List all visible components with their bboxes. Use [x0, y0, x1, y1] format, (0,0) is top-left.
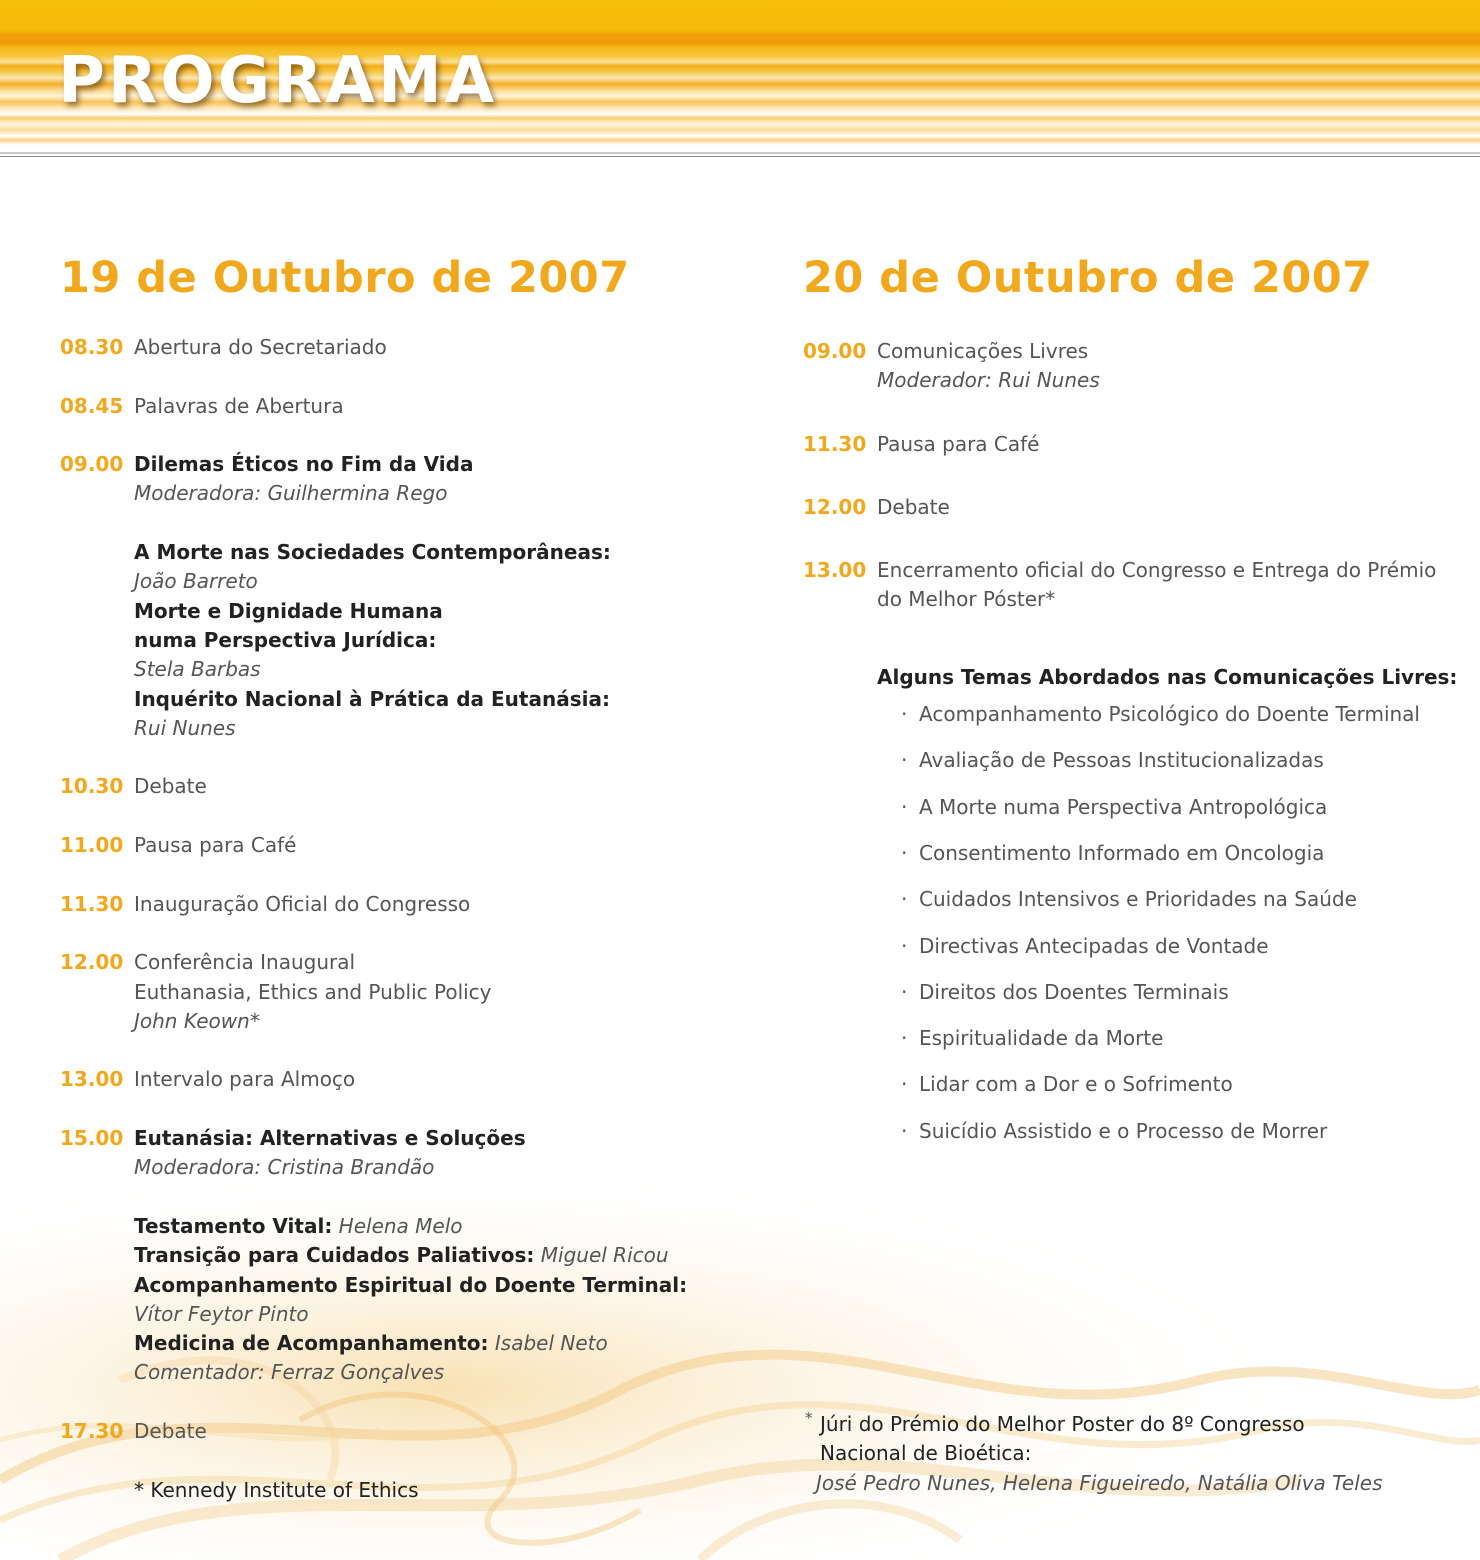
talk-title: Inquérito Nacional à Prática da Eutanásia:: [134, 686, 610, 711]
time-label: 13.00: [60, 1067, 124, 1092]
topic-item: [877, 1117, 1443, 1163]
day1-title: 19 de Outubro de 2007: [60, 253, 630, 303]
entry-speaker: John Keown*: [134, 1008, 260, 1033]
time-label: 08.30: [60, 335, 124, 359]
talk-speaker: Isabel Neto: [494, 1331, 608, 1356]
bullet-icon: ·: [901, 1026, 908, 1051]
talk-title: numa Perspectiva Jurídica:: [134, 627, 437, 652]
time-label: 11.00: [60, 833, 124, 858]
talk-title: Acompanhamento Espiritual do Doente Terminal:: [134, 1272, 688, 1297]
talk-title: Testamento Vital:: [134, 1213, 333, 1238]
time-label: 17.30: [60, 1418, 124, 1443]
schedule-entry-0900: [803, 337, 1443, 396]
session-moderator: Moderadora: Guilhermina Rego: [134, 481, 448, 506]
session-title: Eutanásia: Alternativas e Soluções: [134, 1126, 526, 1151]
entry-text-cont: do Melhor Póster*: [877, 587, 1056, 612]
talk-line: [134, 1329, 700, 1358]
page-title: PROGRAMA: [58, 44, 498, 118]
time-label: 11.30: [60, 891, 124, 916]
day1-schedule: [60, 333, 700, 1505]
entry-text: Pausa para Café: [134, 833, 297, 858]
bullet-icon: ·: [901, 840, 908, 865]
footnote-star: *: [805, 1409, 813, 1427]
topic-text: Directivas Antecipadas de Vontade: [919, 933, 1269, 958]
footnote-text: * Kennedy Institute of Ethics: [134, 1477, 419, 1502]
entry-text: Intervalo para Almoço: [134, 1067, 356, 1092]
topic-text: Lidar com a Dor e o Sofrimento: [919, 1072, 1233, 1097]
talk-speaker: Vítor Feytor Pinto: [134, 1301, 309, 1326]
schedule-entry-1500: [60, 1124, 700, 1388]
talk-title: Transição para Cuidados Paliativos:: [134, 1243, 535, 1268]
bullet-icon: ·: [901, 794, 908, 819]
topic-text: Espiritualidade da Morte: [919, 1026, 1164, 1051]
spacer: [134, 509, 700, 538]
footnote-line: Júri do Prémio do Melhor Poster do 8º Congresso: [820, 1412, 1305, 1436]
talk-title: Morte e Dignidade Humana: [134, 598, 443, 623]
schedule-entry-0900: [60, 450, 700, 743]
entry-text: Inauguração Oficial do Congresso: [134, 891, 471, 916]
day1-footnote: [60, 1476, 700, 1505]
bullet-icon: ·: [901, 702, 908, 727]
topic-item: [877, 1024, 1443, 1070]
schedule-entry-1100: [60, 831, 700, 860]
talk-speaker: Miguel Ricou: [540, 1243, 669, 1268]
bullet-icon: ·: [901, 979, 908, 1004]
topic-item: [877, 700, 1443, 746]
entry-text: Pausa para Café: [877, 431, 1040, 456]
schedule-entry-1130: [60, 890, 700, 919]
entry-text: Comunicações Livres: [877, 339, 1089, 363]
time-label: 13.00: [803, 558, 867, 583]
bullet-icon: ·: [901, 887, 908, 912]
footnote-line: Nacional de Bioética:: [820, 1441, 1032, 1466]
topic-text: Suicídio Assistido e o Processo de Morrer: [919, 1118, 1328, 1143]
schedule-entry-1030: [60, 772, 700, 801]
topic-item: [877, 1070, 1443, 1116]
session-moderator: Moderadora: Cristina Brandão: [134, 1155, 435, 1180]
topics-list: [877, 700, 1443, 1163]
topics-heading: [803, 663, 1458, 692]
talk-speaker: Helena Melo: [338, 1213, 463, 1238]
talk-line: [134, 1212, 700, 1241]
entry-text: Encerramento oficial do Congresso e Entrega do Prémio: [877, 558, 1437, 583]
bullet-icon: ·: [901, 1072, 908, 1097]
time-label: 10.30: [60, 774, 124, 799]
schedule-entry-1130: [803, 430, 1443, 459]
header-divider: [0, 152, 1480, 154]
bullet-icon: ·: [901, 933, 908, 958]
topic-text: A Morte numa Perspectiva Antropológica: [919, 794, 1328, 819]
schedule-entry-1300: [803, 556, 1443, 615]
day2-title: 20 de Outubro de 2007: [803, 253, 1373, 303]
topic-text: Cuidados Intensivos e Prioridades na Saúde: [919, 887, 1357, 912]
time-label: 09.00: [803, 339, 867, 363]
topic-text: Acompanhamento Psicológico do Doente Terminal: [919, 702, 1420, 727]
entry-text: Debate: [134, 1418, 207, 1443]
talk-speaker: Stela Barbas: [134, 657, 261, 682]
topics-list-wrapper: [803, 700, 1443, 1163]
topic-item: [877, 839, 1443, 885]
bullet-icon: ·: [901, 1118, 908, 1143]
topic-text: Direitos dos Doentes Terminais: [919, 979, 1229, 1004]
entry-text: Debate: [134, 774, 207, 799]
schedule-entry-0830: [60, 333, 700, 362]
time-label: 12.00: [803, 494, 867, 519]
entry-subtitle: Euthanasia, Ethics and Public Policy: [134, 979, 492, 1004]
topic-item: [877, 978, 1443, 1024]
bullet-icon: ·: [901, 748, 908, 773]
schedule-entry-1200: [803, 493, 1443, 522]
session-title: Dilemas Éticos no Fim da Vida: [134, 452, 474, 477]
entry-text: Conferência Inaugural: [134, 950, 356, 975]
schedule-entry-1730: [60, 1417, 700, 1446]
talk-title: Medicina de Acompanhamento:: [134, 1331, 489, 1356]
spacer: [134, 1183, 700, 1212]
entry-text: Abertura do Secretariado: [134, 335, 387, 359]
topic-text: Avaliação de Pessoas Institucionalizadas: [919, 748, 1324, 773]
footnote-names: José Pedro Nunes, Helena Figueiredo, Natália Oliva Teles: [816, 1470, 1383, 1495]
header-divider-thin: [0, 156, 1480, 157]
time-label: 15.00: [60, 1126, 124, 1151]
talk-title: A Morte nas Sociedades Contemporâneas:: [134, 540, 611, 565]
schedule-entry-0845: [60, 392, 700, 421]
schedule-entry-1300: [60, 1065, 700, 1094]
entry-text: Debate: [877, 494, 950, 519]
time-label: 12.00: [60, 950, 124, 975]
topic-item: [877, 932, 1443, 978]
time-label: 11.30: [803, 431, 867, 456]
session-commentator: Comentador: Ferraz Gonçalves: [134, 1360, 445, 1385]
time-label: 08.45: [60, 393, 124, 418]
topic-text: Consentimento Informado em Oncologia: [919, 840, 1325, 865]
day2-footnote: [805, 1410, 1425, 1498]
time-label: 09.00: [60, 452, 124, 477]
schedule-entry-1200: [60, 948, 700, 1036]
topic-item: [877, 793, 1443, 839]
talk-line: [134, 1241, 700, 1270]
talk-speaker: João Barreto: [134, 569, 258, 594]
topic-item: [877, 885, 1443, 931]
topic-item: [877, 746, 1443, 792]
talk-speaker: Rui Nunes: [134, 715, 236, 740]
session-moderator: Moderador: Rui Nunes: [877, 368, 1100, 393]
topics-title: Alguns Temas Abordados nas Comunicações Livres:: [877, 664, 1458, 689]
entry-text: Palavras de Abertura: [134, 393, 344, 418]
day2-schedule: [803, 337, 1458, 1163]
